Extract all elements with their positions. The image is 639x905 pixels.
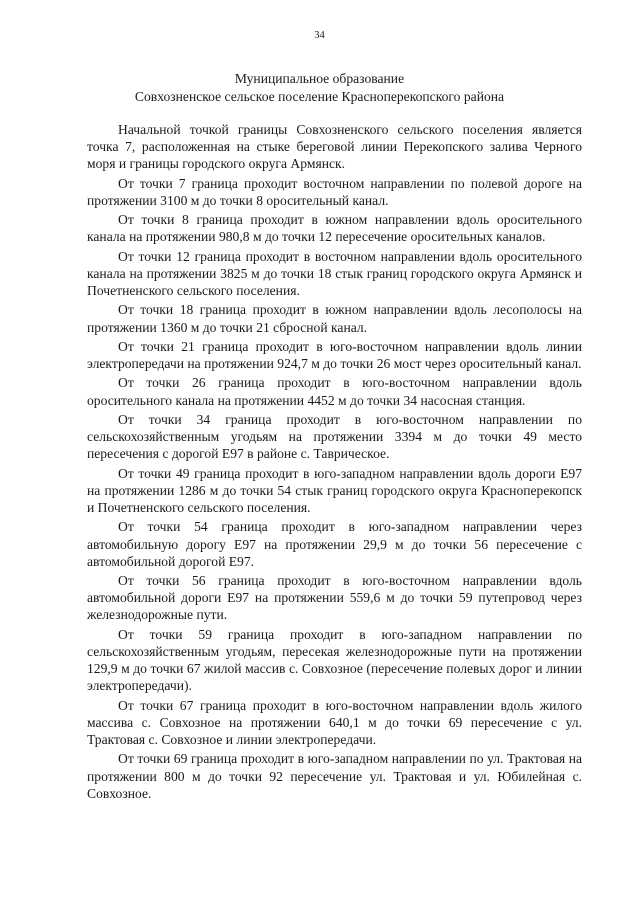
paragraph-point-21: От точки 21 граница проходит в юго-восточном направлении вдоль линии электропередачи на протяжении 924,7 м до точки 26 мост через оросительный канал. <box>87 338 582 372</box>
heading-line-municipality: Муниципальное образование <box>234 71 405 86</box>
document-heading <box>0 70 639 106</box>
document-body <box>87 121 582 804</box>
paragraph-point-59: От точки 59 граница проходит в юго-западном направлении по сельскохозяйственным угодьям, пересекая железнодорожные пути на протяжении 129,9 м до точки 67 жилой массив с. Совхозное (пересечение полевых дорог и линии электропередачи). <box>87 626 582 694</box>
paragraph-point-26: От точки 26 граница проходит в юго-восточном направлении вдоль оросительного канала на протяжении 4452 м до точки 34 насосная станция. <box>87 375 582 408</box>
paragraph-point-54: От точки 54 граница проходит в юго-западном направлении через автомобильную дорогу Е97 на протяжении 29,9 м до точки 56 пересечение с автомобильной дорогой Е97. <box>87 519 582 569</box>
paragraph-point-18: От точки 18 граница проходит в южном направлении вдоль лесополосы на протяжении 1360 м до точки 21 сбросной канал. <box>87 302 582 335</box>
paragraph-start-point: Начальной точкой границы Совхозненского сельского поселения является точка 7, расположенная на стыке береговой линии Перекопского залива Черного моря и границы городского округа Армянск. <box>87 122 582 172</box>
paragraph-point-56: От точки 56 граница проходит в юго-восточном направлении вдоль автомобильной дороги Е97 на протяжении 559,6 м до точки 59 путепровод через железнодорожные пути. <box>87 573 582 623</box>
page-number: 34 <box>314 30 325 41</box>
paragraph-point-49: От точки 49 граница проходит в юго-западном направлении вдоль дороги Е97 на протяжении 1286 м до точки 54 стык границ городского округа Красноперекопск и Почетненского сельского поселения. <box>87 465 582 516</box>
paragraph-point-69: От точки 69 граница проходит в юго-западном направлении по ул. Трактовая на протяжении 800 м до точки 92 пересечение ул. Трактовая и ул. Юбилейная с. Совхозное. <box>87 751 582 801</box>
paragraph-point-34: От точки 34 граница проходит в юго-восточном направлении по сельскохозяйственным угодьям на протяжении 3394 м до точки 49 место пересечения с дорогой Е97 в районе с. Таврическое. <box>87 411 582 462</box>
paragraph-point-67: От точки 67 граница проходит в юго-восточном направлении вдоль жилого массива с. Совхозное на протяжении 640,1 м до точки 69 пересечение с ул. Трактовая с. Совхозное и линии электропередачи. <box>87 697 582 748</box>
paragraph-point-8: От точки 8 граница проходит в южном направлении вдоль оросительного канала на протяжении 980,8 м до точки 12 пересечение оросительных каналов. <box>87 212 582 245</box>
paragraph-point-7: От точки 7 граница проходит восточном направлении по полевой дороге на протяжении 3100 м до точки 8 оросительный канал. <box>87 175 582 208</box>
heading-line-settlement: Совхозненское сельское поселение Красноперекопского района <box>134 89 505 104</box>
paragraph-point-12: От точки 12 граница проходит в восточном направлении вдоль оросительного канала на протяжении 3825 м до точки 18 стык границ городского округа Армянск и Почетненского сельского поселения. <box>87 248 582 299</box>
